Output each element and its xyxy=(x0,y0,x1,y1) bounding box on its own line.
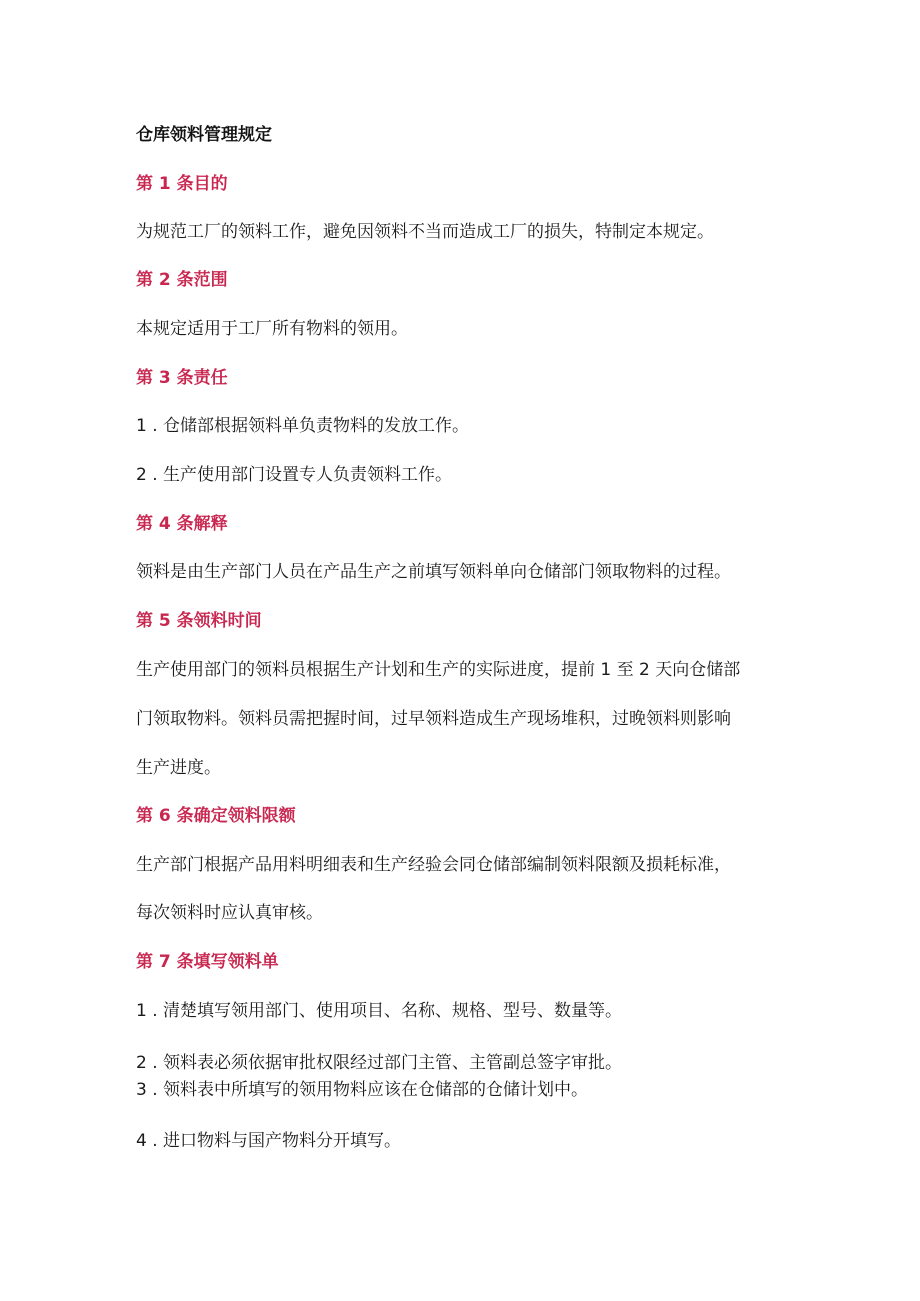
section-text-definition: 领料是由生产部门人员在产品生产之前填写领料单向仓储部门领取物料的过程。 xyxy=(136,562,731,582)
document-title: 仓库领料管理规定 xyxy=(136,125,272,145)
list-item: 1 . 仓储部根据领料单负责物料的发放工作。 xyxy=(136,416,470,436)
list-item: 1 . 清楚填写领用部门、使用项目、名称、规格、型号、数量等。 xyxy=(136,1001,623,1021)
list-item: 2 . 领料表必须依据审批权限经过部门主管、主管副总签字审批。 xyxy=(136,1053,623,1073)
list-item: 2 . 生产使用部门设置专人负责领料工作。 xyxy=(136,465,453,485)
list-item: 3 . 领料表中所填写的领用物料应该在仓储部的仓储计划中。 xyxy=(136,1080,589,1100)
list-item: 4 . 进口物料与国产物料分开填写。 xyxy=(136,1131,402,1151)
section-heading-picking-time: 第 5 条领料时间 xyxy=(136,611,262,631)
section-text-purpose: 为规范工厂的领料工作，避免因领料不当而造成工厂的损失，特制定本规定。 xyxy=(136,222,714,242)
paragraph-line: 生产使用部门的领料员根据生产计划和生产的实际进度，提前 1 至 2 天向仓储部 xyxy=(136,660,741,680)
section-heading-purpose: 第 1 条目的 xyxy=(136,174,228,194)
section-heading-responsibility: 第 3 条责任 xyxy=(136,368,228,388)
paragraph-line: 生产部门根据产品用料明细表和生产经验会同仓储部编制领料限额及损耗标准， xyxy=(136,855,731,875)
section-text-scope: 本规定适用于工厂所有物料的领用。 xyxy=(136,319,408,339)
paragraph-line: 每次领料时应认真审核。 xyxy=(136,903,323,923)
paragraph-line: 生产进度。 xyxy=(136,758,221,778)
paragraph-line: 门领取物料。领料员需把握时间，过早领料造成生产现场堆积，过晚领料则影响 xyxy=(136,709,731,729)
section-heading-definition: 第 4 条解释 xyxy=(136,514,228,534)
section-heading-quota: 第 6 条确定领料限额 xyxy=(136,806,296,826)
section-heading-scope: 第 2 条范围 xyxy=(136,270,228,290)
section-heading-fill-form: 第 7 条填写领料单 xyxy=(136,952,279,972)
